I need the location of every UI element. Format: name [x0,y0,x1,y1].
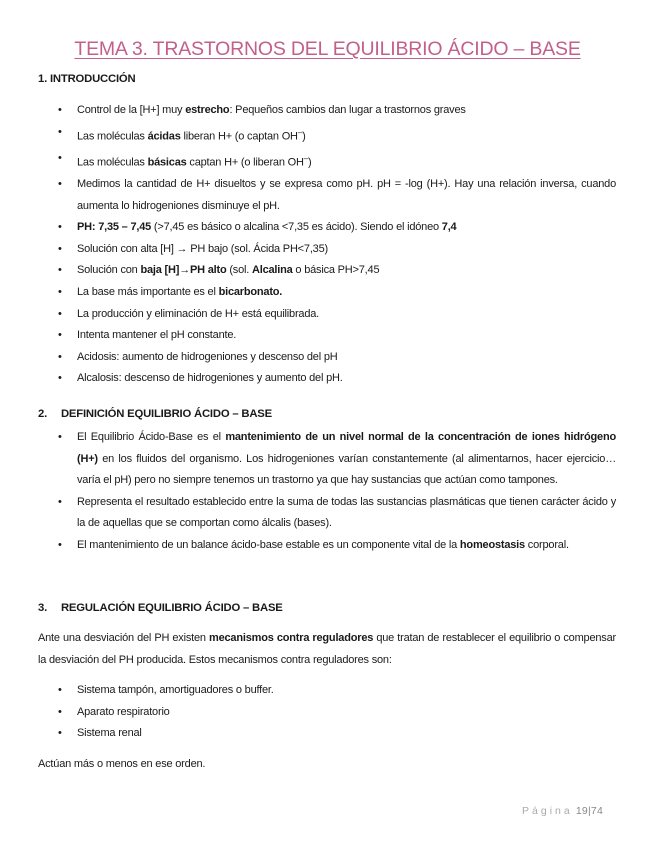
list-item: • Solución con alta [H] → PH bajo (sol. Ácida PH<7,35) [58,239,616,261]
intro-list [58,100,616,390]
list-item: • La producción y eliminación de H+ está equilibrada. [58,304,616,326]
section-number: 3. [38,602,48,614]
list-item: • PH: 7,35 – 7,45 (>7,45 es básico o alcalina <7,35 es ácido). Siendo el idóneo 7,4 [58,217,616,239]
list-item: • Medimos la cantidad de H+ disueltos y se expresa como pH. pH = -log (H+). Hay una relación inversa, cuando aumenta lo hidrogeniones disminuye el pH. [58,174,616,217]
list-item: • Las moléculas básicas captan H+ (o liberan OH–) [58,148,616,174]
list-item: • Sistema tampón, amortiguadores o buffer. [58,680,616,702]
regulation-paragraph: Ante una desviación del PH existen mecanismos contra reguladores que tratan de restablecer el equilibrio o compensar la desviación del PH producida. Estos mecanismos contra reguladores son: [38,632,616,666]
section-3-heading [38,602,283,614]
list-item: • Solución con baja [H]→PH alto (sol. Alcalina o básica PH>7,45 [58,260,616,282]
list-item: • El Equilibrio Ácido-Base es el mantenimiento de un nivel normal de la concentración de iones hidrógeno (H+) en los fluidos del organismo. Los hidrogeniones varían constantemente (al alimentarnos, hacer ejercicio…varía el pH) pero no siempre tenemos un trastorno ya que hay sustancias que actúan como tampones. [58,427,616,492]
list-item: • Sistema renal [58,723,616,745]
page-number: Página 19|74 [522,805,603,817]
list-item: • Representa el resultado establecido entre la suma de todas las sustancias plasmáticas que tienen carácter ácido y la de aquellas que se comportan como álcalis (bases). [58,492,616,535]
section-1-heading [38,73,135,85]
definition-list [58,427,616,557]
section-number: 1. [38,73,48,85]
list-item: • Control de la [H+] muy estrecho: Pequeños cambios dan lugar a trastornos graves [58,100,616,122]
section-2-heading [38,408,272,420]
list-item: • Alcalosis: descenso de hidrogeniones y aumento del pH. [58,368,616,390]
page-label: Página [522,805,573,817]
list-item: • La base más importante es el bicarbonato. [58,282,616,304]
page-title: TEMA 3. TRASTORNOS DEL EQUILIBRIO ÁCIDO – BASE [74,38,581,60]
closing-paragraph: Actúan más o menos en ese orden. [38,758,206,770]
list-item: • El mantenimiento de un balance ácido-base estable es un componente vital de la homeostasis corporal. [58,535,616,557]
section-number: 2. [38,408,48,420]
list-item: • Las moléculas ácidas liberan H+ (o captan OH–) [58,122,616,148]
section-title: INTRODUCCIÓN [49,73,136,85]
list-item: • Acidosis: aumento de hidrogeniones y descenso del pH [58,347,616,369]
list-item: • Intenta mantener el pH constante. [58,325,616,347]
section-title: REGULACIÓN EQUILIBRIO ÁCIDO – BASE [60,602,283,614]
list-item: • Aparato respiratorio [58,702,616,724]
mechanisms-list [58,680,616,745]
section-title: DEFINICIÓN EQUILIBRIO ÁCIDO – BASE [60,408,272,420]
